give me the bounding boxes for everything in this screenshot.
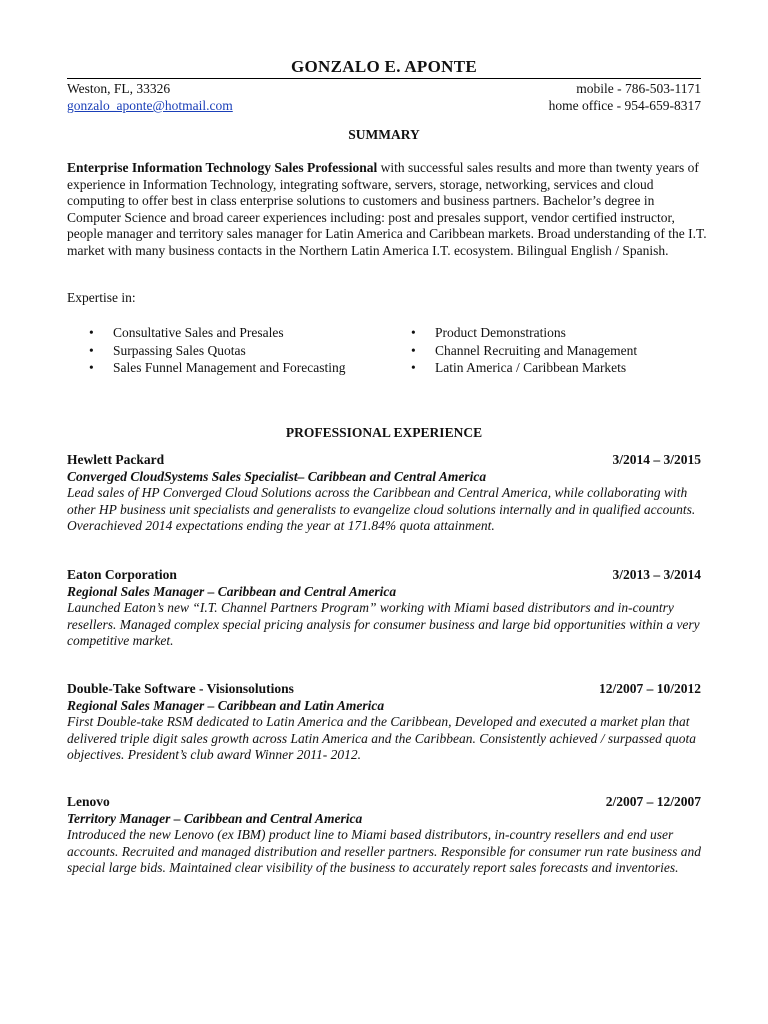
- summary-heading: SUMMARY: [348, 127, 420, 142]
- list-item: [67, 359, 345, 377]
- expertise-list-left: [67, 324, 345, 377]
- expertise-item: Product Demonstrations: [435, 325, 566, 340]
- job-description: Launched Eaton’s new “I.T. Channel Partners Program” working with Miami based distributors and in-country resellers. Managed complex special pricing analysis for consumer business and large bid opportunities within a very competitive market.: [67, 600, 700, 648]
- job-header: [67, 793, 701, 810]
- job-description: First Double-take RSM dedicated to Latin America and the Caribbean, Developed and executed a market plan that delivered triple digit sales growth across Latin America and the Caribbean. Consistently achieved / surpassed quota objectives. President’s club award Winner 2011- 2012.: [67, 714, 696, 762]
- job-entry-doubletake: [67, 680, 701, 764]
- candidate-name: GONZALO E. APONTE: [291, 57, 477, 76]
- list-item: [389, 324, 637, 342]
- summary-body: with successful sales results and more than twenty years of experience in Information Technology, integrating software, servers, storage, networking, services and cloud computing to offer best in class enterprise solutions to customers and business partners. Bachelor’s degree in Computer Science and broad career experiences including: post and presales support, vendor certified instructor, people manager and territory sales manager for Latin America and Caribbean markets. Broad understanding of the I.T. market with many business contacts in the Northern Latin America I.T. ecosystem. Bilingual English / Spanish.: [67, 160, 707, 258]
- expertise-item: Channel Recruiting and Management: [435, 342, 638, 358]
- bullet-icon: •: [411, 342, 416, 358]
- contact-row-2: [67, 97, 701, 114]
- summary-lead: Enterprise Information Technology Sales Professional: [67, 160, 378, 175]
- contact-row-1: [67, 80, 701, 97]
- address: Weston, FL, 33326: [67, 81, 171, 96]
- expertise-item: Latin America / Caribbean Markets: [435, 360, 627, 375]
- mobile-phone: mobile - 786-503-1171: [576, 81, 701, 96]
- expertise-item: Sales Funnel Management and Forecasting: [113, 360, 346, 375]
- list-item: [389, 342, 637, 360]
- expertise-item: Surpassing Sales Quotas: [113, 342, 246, 358]
- expertise-item: Consultative Sales and Presales: [113, 325, 284, 340]
- company-name: Double-Take Software - Visionsolutions: [67, 681, 294, 696]
- email-link[interactable]: gonzalo_aponte@hotmail.com: [67, 98, 233, 113]
- company-name: Eaton Corporation: [67, 567, 177, 582]
- list-item: [67, 324, 345, 342]
- company-name: Lenovo: [67, 794, 110, 809]
- job-dates: 2/2007 – 12/2007: [605, 794, 701, 809]
- summary-paragraph: [67, 160, 707, 259]
- job-entry-hp: [67, 451, 701, 535]
- bullet-icon: •: [411, 360, 416, 375]
- experience-heading: PROFESSIONAL EXPERIENCE: [285, 425, 483, 440]
- job-entry-eaton: [67, 566, 701, 650]
- home-office-phone: home office - 954-659-8317: [548, 98, 701, 113]
- list-item: [67, 342, 345, 360]
- job-description: Introduced the new Lenovo (ex IBM) product line to Miami based distributors, in-country resellers and end user accounts. Recruited and managed distribution and reseller partners. Responsible for consumer run rate business and special large bids. Maintained clear visibility of the business to accurately report sales forecasts and inventories.: [67, 827, 701, 875]
- bullet-icon: •: [89, 342, 94, 358]
- job-title: Regional Sales Manager – Caribbean and Latin America: [67, 698, 385, 713]
- job-header: [67, 451, 701, 468]
- job-dates: 3/2014 – 3/2015: [612, 452, 701, 467]
- job-description: Lead sales of HP Converged Cloud Solutions across the Caribbean and Central America, while collaborating with other HP business unit specialists and generalists to evangelize cloud solutions internally and in qualified accounts. Overachieved 2014 expectations ending the year at 171.84% quota attainment.: [67, 485, 696, 533]
- job-title: Regional Sales Manager – Caribbean and Central America: [67, 584, 397, 599]
- job-dates: 12/2007 – 10/2012: [598, 681, 701, 696]
- header-divider: [67, 78, 701, 79]
- list-item: [389, 359, 637, 377]
- bullet-icon: •: [411, 325, 416, 340]
- job-entry-lenovo: [67, 793, 701, 877]
- expertise-list-right: [389, 324, 637, 377]
- expertise-label: Expertise in:: [67, 290, 136, 305]
- job-title: Converged CloudSystems Sales Specialist– Caribbean and Central America: [67, 469, 487, 484]
- job-header: [67, 680, 701, 697]
- bullet-icon: •: [89, 360, 94, 375]
- job-title: Territory Manager – Caribbean and Central America: [67, 811, 363, 826]
- job-header: [67, 566, 701, 583]
- job-dates: 3/2013 – 3/2014: [612, 567, 701, 582]
- contact-block: [67, 80, 701, 114]
- bullet-icon: •: [89, 325, 94, 340]
- company-name: Hewlett Packard: [67, 452, 165, 467]
